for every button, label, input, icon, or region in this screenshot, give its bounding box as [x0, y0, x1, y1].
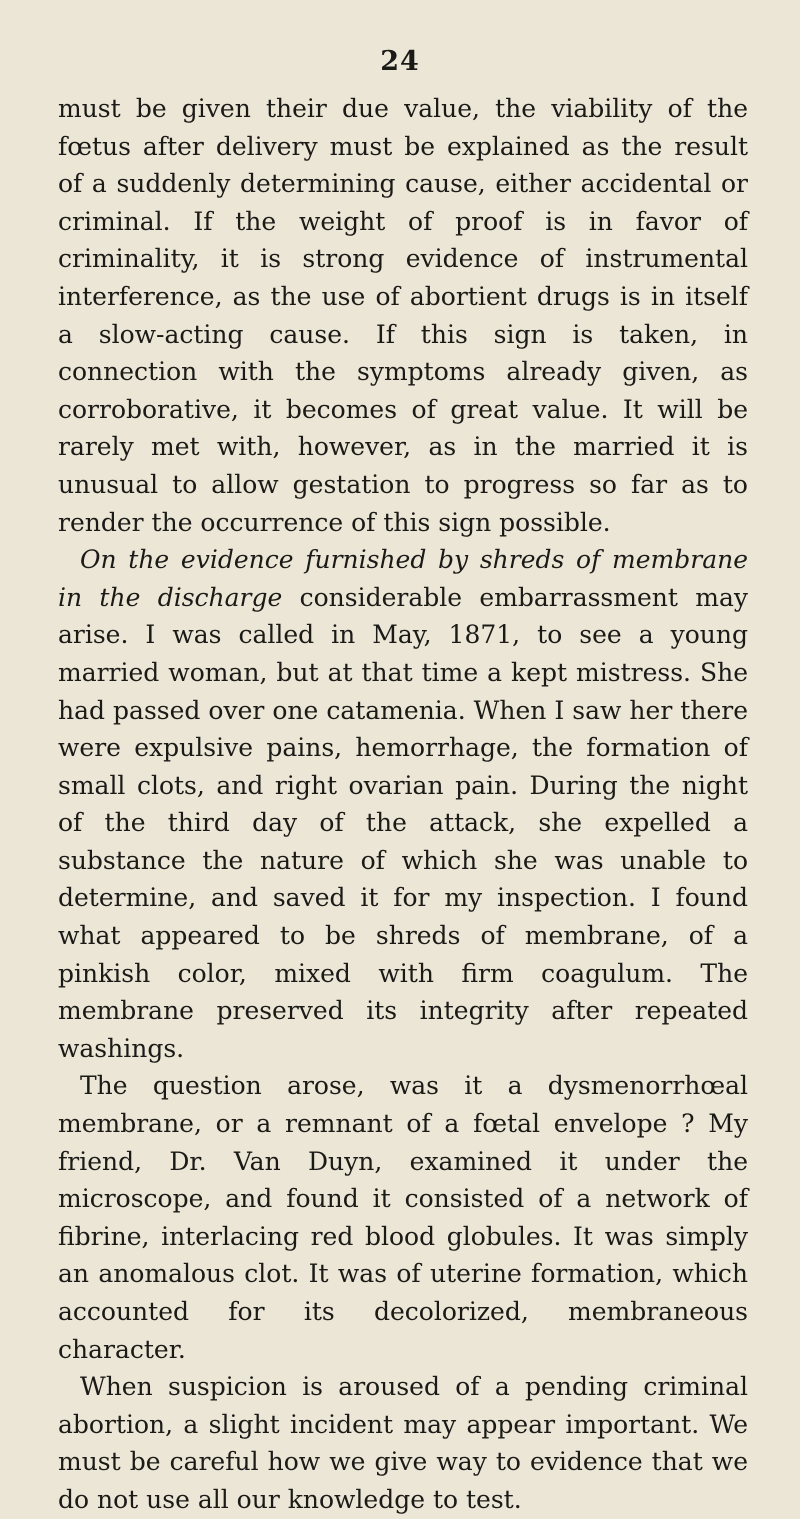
paragraph-2-text: considerable embarrassment may arise. I was called in May, 1871, to see a young married woman, but at that time a kept mistress. She had passed over one catamenia. When I saw her there were expulsive pains, hemorrhage, the formation of small clots, and right ovarian pain. During the night of the third day of the attack, she expelled a substance the nature of which she was unable to determine, and saved it for my inspection. I found what appeared to be shreds of membrane, of a pinkish color, mixed with firm coagulum. The membrane preserved its integrity after repeated washings. [58, 582, 748, 1063]
page-number: 24 [380, 46, 420, 77]
paragraph-2-italic-lead: On the evidence furnished by shreds of membrane in the discharge [58, 545, 748, 612]
paragraph-1: must be given their due value, the viability of the fœtus after delivery must be explained as the result of a suddenly determining cause, either accidental or criminal. If the weight of proof is in favor of criminality, it is strong evidence of instrumental interference, as the use of abortient drugs is in itself a slow-acting cause. If this sign is taken, in connection with the symptoms already given, as corroborative, it becomes of great value. It will be rarely met with, however, as in the married it is unusual to allow gestation to progress so far as to render the occurrence of this sign possible. [58, 94, 748, 537]
paragraph-2 [58, 541, 748, 1067]
paragraph-4: When suspicion is aroused of a pending criminal abortion, a slight incident may appear important. We must be careful how we give way to evidence that we do not use all our knowledge to test. [58, 1372, 748, 1514]
page-body [58, 90, 748, 1519]
paragraph-3: The question arose, was it a dysmenorrhœal membrane, or a remnant of a fœtal envelope ? My friend, Dr. Van Duyn, examined it under the microscope, and found it consisted of a network of fibrine, interlacing red blood globules. It was simply an anomalous clot. It was of uterine formation, which accounted for its decolorized, membraneous character. [58, 1071, 748, 1364]
